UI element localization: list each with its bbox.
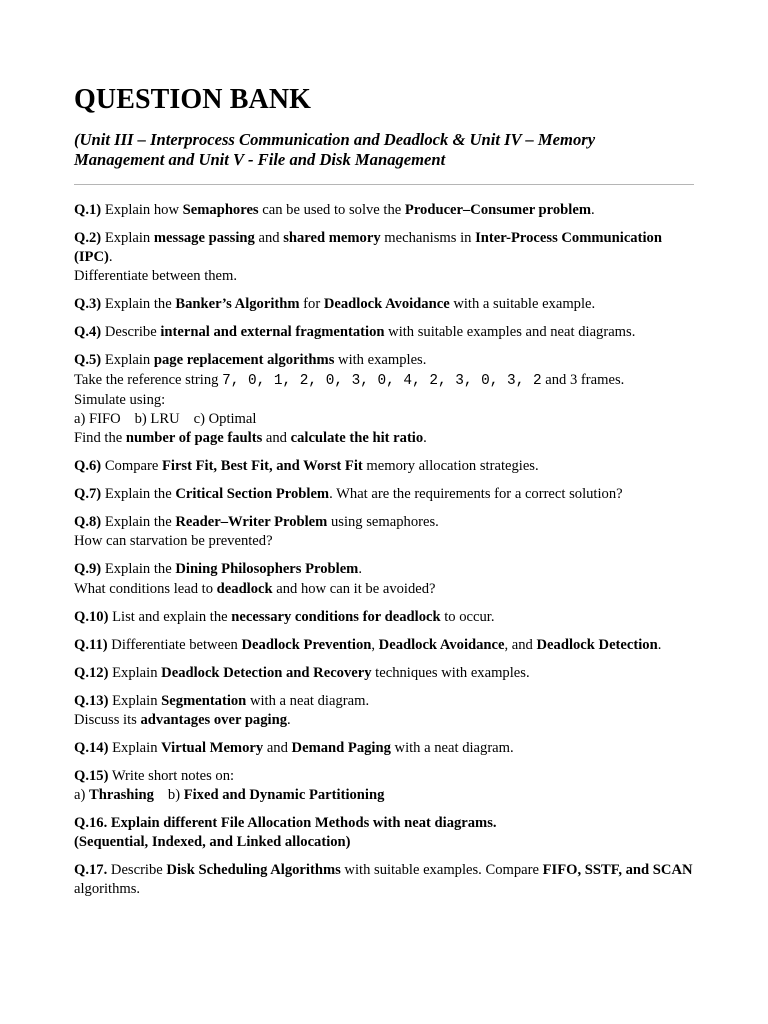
question-keyword: Segmentation [161, 692, 247, 709]
question-8 [74, 513, 694, 551]
question-keyword: Deadlock Prevention [241, 636, 372, 653]
question-number: Q.5) [74, 352, 102, 369]
question-keyword: Deadlock Avoidance [378, 636, 505, 653]
question-7 [74, 485, 694, 504]
question-text: Take the reference string [74, 371, 223, 388]
question-keyword: Reader–Writer Problem [175, 514, 328, 531]
question-text: with a suitable example. [449, 296, 596, 313]
question-text: . [591, 202, 595, 218]
question-text: and 3 frames. [541, 371, 625, 388]
question-number: Q.11) [74, 636, 108, 653]
question-keyword: advantages over paging [140, 711, 287, 728]
question-10 [74, 608, 694, 627]
question-number: Q.14) [74, 739, 109, 756]
question-text: . [423, 430, 427, 447]
question-keyword: Banker’s Algorithm [175, 296, 300, 313]
question-keyword: number of page faults [125, 430, 263, 447]
question-text: mechanisms in [380, 230, 476, 246]
question-text: Explain the [101, 296, 176, 313]
question-13 [74, 692, 694, 730]
question-text: Compare [101, 458, 162, 475]
question-keyword: Producer–Consumer problem [404, 202, 591, 218]
question-6 [74, 457, 694, 476]
question-4 [74, 323, 694, 342]
question-keyword: Deadlock Detection and Recovery [161, 664, 372, 681]
question-text: , [371, 636, 379, 653]
question-text: , and [504, 636, 537, 653]
option-b-prefix: b) [167, 787, 184, 804]
question-number: Q.4) [74, 324, 102, 341]
question-text: Simulate using: [74, 391, 166, 408]
question-text: and [263, 739, 292, 756]
question-text: with examples. [334, 352, 427, 369]
question-keyword: internal and external fragmentation [160, 324, 385, 341]
question-text: Describe [107, 862, 167, 879]
question-text: Describe [101, 324, 161, 341]
question-keyword: Critical Section Problem [175, 486, 330, 503]
question-text: with a neat diagram. [246, 692, 370, 709]
reference-string: 7, 0, 1, 2, 0, 3, 0, 4, 2, 3, 0, 3, 2 [222, 372, 542, 389]
question-keyword: Semaphores [182, 202, 259, 218]
option-c: c) Optimal [193, 411, 257, 428]
question-3 [74, 295, 694, 314]
question-text: Explain [108, 664, 162, 681]
question-heading: Q.16. Explain different File Allocation Methods with neat diagrams. [74, 815, 497, 832]
page-title: QUESTION BANK [74, 84, 312, 115]
question-11 [74, 636, 694, 655]
question-keyword: Demand Paging [291, 739, 391, 756]
question-keyword: necessary conditions for deadlock [231, 608, 441, 625]
question-keyword: message passing [153, 230, 255, 246]
question-text: . [287, 711, 291, 728]
question-keyword: Deadlock Detection [536, 636, 658, 653]
question-text: What conditions lead to [74, 580, 217, 597]
question-number: Q.15) [74, 767, 109, 784]
question-keyword: deadlock [216, 580, 273, 597]
question-text: . What are the requirements for a correct solution? [329, 486, 623, 503]
question-keyword: Fixed and Dynamic Partitioning [183, 787, 385, 804]
question-text: techniques with examples. [371, 664, 530, 681]
question-2 [74, 229, 694, 287]
subtitle-line-1: (Unit III – Interprocess Communication and Deadlock & Unit IV – Memory [74, 130, 596, 149]
question-16 [74, 814, 694, 852]
divider [74, 184, 694, 185]
question-text: algorithms. [74, 881, 141, 898]
question-keyword: shared memory [283, 230, 381, 246]
question-text: with suitable examples. Compare [340, 862, 543, 879]
question-text: to occur. [440, 608, 495, 625]
question-number: Q.8) [74, 514, 102, 531]
question-number: Q.3) [74, 296, 102, 313]
question-text: Explain [108, 739, 162, 756]
question-15 [74, 767, 694, 805]
question-text: Explain [101, 230, 154, 246]
question-subheading: (Sequential, Indexed, and Linked allocation) [74, 834, 351, 851]
question-12 [74, 664, 694, 683]
option-a: a) FIFO [74, 411, 121, 428]
option-a-prefix: a) [74, 787, 89, 804]
question-text: and how can it be avoided? [272, 580, 436, 597]
question-number: Q.17. [74, 862, 108, 879]
question-text: Find the [74, 430, 126, 447]
question-number: Q.2) [74, 230, 102, 246]
question-number: Q.10) [74, 608, 109, 625]
question-keyword: First Fit, Best Fit, and Worst Fit [161, 458, 363, 475]
question-1 [74, 201, 694, 220]
question-text: for [299, 296, 324, 313]
question-text: List and explain the [108, 608, 232, 625]
question-keyword: FIFO, SSTF, and SCAN [542, 862, 693, 879]
question-keyword: calculate the hit ratio [290, 430, 424, 447]
question-keyword: Inter-Process Communication (IPC) [74, 230, 662, 266]
question-text: Explain [108, 692, 162, 709]
page-subtitle [74, 130, 694, 169]
question-text: Explain how [101, 202, 183, 218]
question-9 [74, 560, 694, 598]
question-text: Discuss its [74, 711, 141, 728]
question-text: and [262, 430, 291, 447]
question-text: How can starvation be prevented? [74, 533, 273, 550]
question-keyword: Thrashing [89, 787, 154, 804]
question-keyword: page replacement algorithms [153, 352, 335, 369]
question-number: Q.9) [74, 561, 102, 578]
question-number: Q.13) [74, 692, 109, 709]
question-text: memory allocation strategies. [362, 458, 539, 475]
question-text: can be used to solve the [258, 202, 405, 218]
question-text: using semaphores. [327, 514, 439, 531]
question-text: Explain the [101, 561, 176, 578]
question-text: Explain the [101, 486, 176, 503]
question-text: Differentiate between [107, 636, 242, 653]
subtitle-line-2: Management and Unit V - File and Disk Management [74, 149, 446, 169]
question-text: . [657, 636, 662, 653]
question-text: and [254, 230, 284, 246]
question-text: Explain the [101, 514, 176, 531]
question-number: Q.7) [74, 486, 102, 503]
question-number: Q.1) [74, 202, 102, 218]
question-text: with suitable examples and neat diagrams. [384, 324, 636, 341]
question-keyword: Virtual Memory [161, 739, 264, 756]
question-number: Q.12) [74, 664, 109, 681]
option-b: b) LRU [134, 411, 180, 428]
question-5 [74, 351, 694, 448]
question-text: . [358, 561, 362, 578]
question-keyword: Dining Philosophers Problem [175, 561, 359, 578]
question-text: . [108, 249, 113, 266]
question-keyword: Disk Scheduling Algorithms [166, 862, 341, 879]
question-number: Q.6) [74, 458, 102, 475]
question-text: Differentiate between them. [74, 268, 238, 285]
question-17 [74, 861, 694, 899]
question-keyword: Deadlock Avoidance [323, 296, 450, 313]
question-text: Explain [101, 352, 154, 369]
question-text: with a neat diagram. [390, 739, 514, 756]
question-text: Write short notes on: [108, 767, 235, 784]
question-14 [74, 739, 694, 758]
